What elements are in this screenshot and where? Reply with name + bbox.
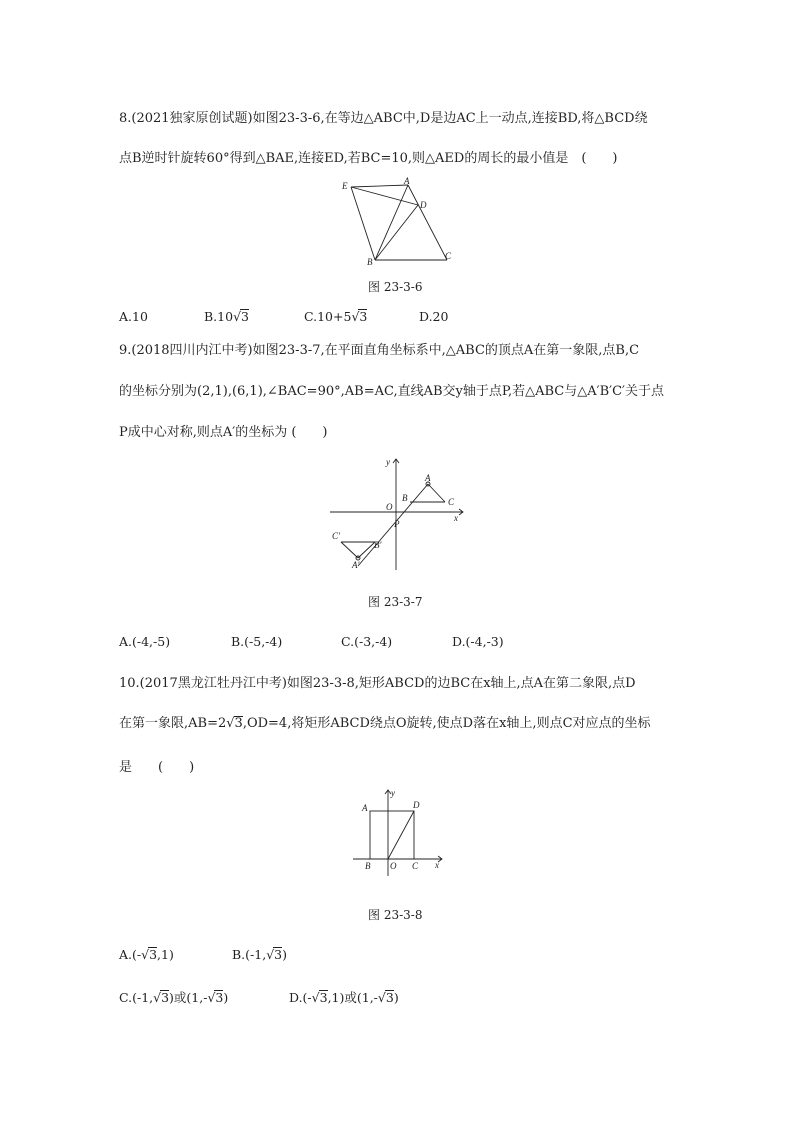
fig7-label-y: y: [386, 457, 390, 467]
sqrt-icon: √: [141, 947, 150, 962]
q10-option-c-post: ): [223, 990, 229, 1005]
figure-caption-23-3-7: 图 23-3-7: [368, 595, 423, 609]
q9-option-c[interactable]: C.(-3,-4): [341, 634, 393, 649]
sqrt-icon: √: [351, 309, 360, 324]
fig6-label-a: A: [404, 176, 410, 186]
sqrt-icon: √: [153, 990, 162, 1005]
q8-stem-line2: 点B逆时针旋转60°得到△BAE,连接ED,若BC=10,则△AED的周长的最小值是 ( ): [119, 151, 618, 166]
figure-caption-23-3-8: 图 23-3-8: [368, 908, 423, 922]
sqrt-icon: √: [233, 309, 242, 324]
q10-option-a-post: ,1): [157, 947, 174, 962]
q9-option-b[interactable]: B.(-5,-4): [231, 634, 283, 649]
q10-option-c-mid: )或(1,-: [169, 990, 208, 1005]
fig8-label-a: A: [362, 803, 368, 813]
q9-option-d[interactable]: D.(-4,-3): [452, 634, 504, 649]
q9-option-a[interactable]: A.(-4,-5): [119, 634, 171, 649]
q10-option-b-radicand: 3: [274, 947, 283, 962]
sqrt-icon: √: [207, 990, 216, 1005]
q8-option-a[interactable]: A.10: [119, 309, 148, 324]
fig8-label-x: x: [435, 860, 439, 870]
q10-option-d-radicand-2: 3: [385, 990, 394, 1005]
q9-stem-line1: 9.(2018四川内江中考)如图23-3-7,在平面直角坐标系中,△ABC的顶点A在第一象限,点B,C: [119, 343, 640, 358]
fig6-label-e: E: [342, 181, 348, 191]
figure-23-3-8: [350, 787, 450, 877]
sqrt-icon: √: [266, 947, 275, 962]
fig7-label-p: P: [394, 519, 400, 529]
fig6-label-d: D: [420, 200, 427, 210]
fig8-label-d: D: [413, 800, 420, 810]
fig7-label-c: C: [448, 497, 455, 507]
fig7-label-x: x: [454, 513, 458, 523]
q8-stem-line1: 8.(2021独家原创试题)如图23-3-6,在等边△ABC中,D是边AC上一动点,连接BD,将△BCD绕: [119, 111, 648, 126]
q9-stem-line2: 的坐标分别为(2,1),(6,1),∠BAC=90°,AB=AC,直线AB交y轴于点P,若△ABC与△A′B′C′关于点: [119, 384, 664, 399]
q10-option-d-post: ): [393, 990, 399, 1005]
fig7-label-a: A: [425, 473, 431, 483]
q10-option-c-pre: C.(-1,: [119, 990, 154, 1005]
q10-option-a[interactable]: [119, 947, 174, 962]
fig7-label-b-prime: B′: [374, 540, 382, 550]
q9-stem-line3: P成中心对称,则点A′的坐标为 ( ): [119, 425, 328, 440]
fig6-label-c: C: [445, 251, 452, 261]
q10-option-d-mid: ,1)或(1,-: [327, 990, 378, 1005]
q10-option-a-pre: A.(-: [119, 947, 142, 962]
figure-caption-23-3-6: 图 23-3-6: [368, 280, 423, 294]
q8-option-b[interactable]: [204, 309, 249, 324]
q10-line2-radicand: 3: [234, 716, 243, 731]
q10-option-a-radicand: 3: [149, 947, 158, 962]
q10-stem-line2: [119, 716, 651, 732]
fig8-label-y: y: [391, 788, 395, 798]
q10-option-d-radicand: 3: [319, 990, 328, 1005]
q10-option-b[interactable]: [232, 947, 287, 962]
q10-option-d-pre: D.(-: [289, 990, 312, 1005]
q8-option-d[interactable]: D.20: [419, 309, 449, 324]
figure-23-3-7: [328, 455, 468, 571]
q10-option-c-radicand-2: 3: [215, 990, 224, 1005]
fig7-label-c-prime: C′: [332, 531, 340, 541]
fig8-label-b: B: [365, 861, 371, 871]
q10-option-b-pre: B.(-1,: [232, 947, 267, 962]
q10-stem-line1: 10.(2017黑龙江牡丹江中考)如图23-3-8,矩形ABCD的边BC在x轴上,点A在第二象限,点D: [119, 676, 636, 691]
figure-23-3-6: [335, 172, 460, 267]
fig8-label-o: O: [390, 861, 397, 871]
q8-option-b-prefix: B.10: [204, 309, 234, 324]
q10-stem-line3: 是 ( ): [119, 760, 195, 775]
fig8-label-c: C: [412, 861, 419, 871]
q10-line2-suffix: ,OD=4,将矩形ABCD绕点O旋转,使点D落在x轴上,则点C对应点的坐标: [242, 716, 651, 731]
q10-line2-prefix: 在第一象限,AB=2: [119, 716, 227, 731]
fig7-label-o: O: [386, 502, 393, 512]
sqrt-icon: √: [311, 990, 320, 1005]
fig6-label-b: B: [367, 257, 373, 267]
fig7-label-b: B: [402, 493, 408, 503]
sqrt-icon: √: [226, 716, 235, 731]
q8-option-c-radicand: 3: [359, 309, 368, 324]
q8-option-b-radicand: 3: [241, 309, 249, 324]
fig7-label-a-prime: A′: [352, 560, 360, 570]
q8-option-c[interactable]: [304, 309, 367, 324]
q10-option-b-post: ): [282, 947, 287, 962]
q10-option-d[interactable]: [289, 988, 399, 1006]
q8-option-c-prefix: C.10+5: [304, 309, 352, 324]
sqrt-icon: √: [377, 990, 386, 1005]
q10-option-c-radicand: 3: [161, 990, 170, 1005]
q10-option-c[interactable]: [119, 988, 228, 1006]
